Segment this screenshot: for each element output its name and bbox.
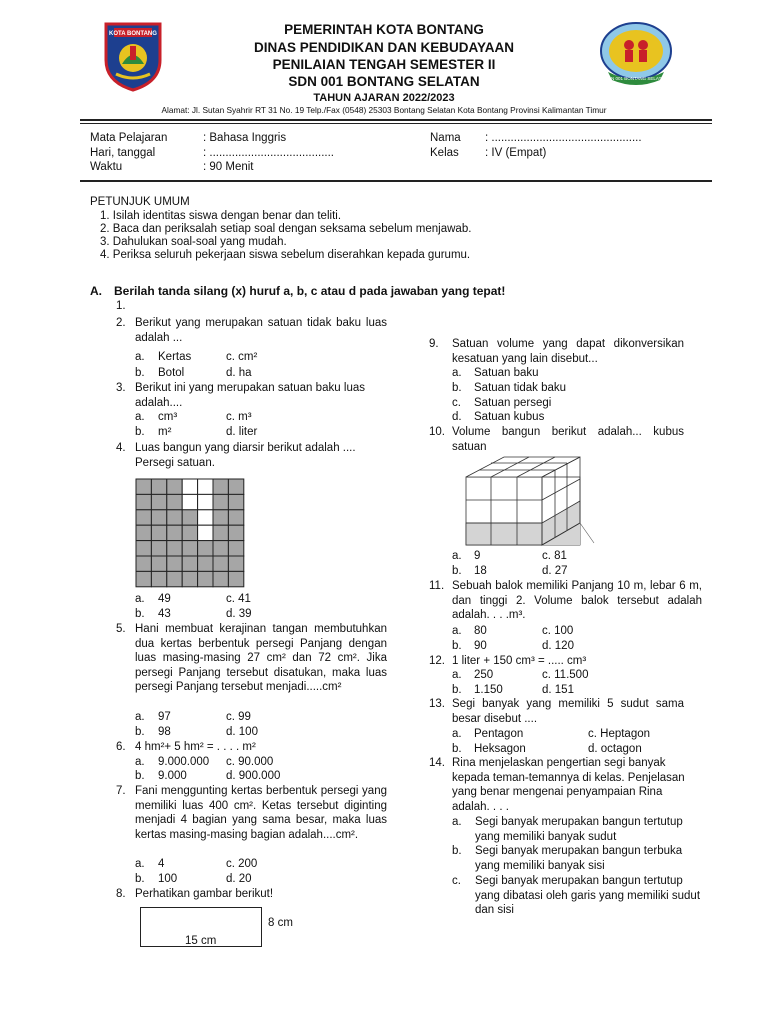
- q14-option-b-letter[interactable]: b.: [452, 845, 462, 857]
- q10-number: 10.: [429, 426, 445, 438]
- grid-cell: [228, 541, 243, 556]
- grid-cell: [182, 541, 197, 556]
- q13-option-d[interactable]: d. octagon: [588, 743, 642, 755]
- grid-cell: [151, 571, 166, 586]
- grid-cell: [198, 525, 213, 540]
- q3-option-b: m²: [158, 426, 172, 438]
- grid-cell: [182, 525, 197, 540]
- q12-number: 12.: [429, 655, 445, 667]
- header-divider-thick: [80, 119, 712, 121]
- q4-number: 4.: [116, 442, 126, 454]
- q13-option-c[interactable]: c. Heptagon: [588, 728, 651, 740]
- q6-option-b-letter[interactable]: b.: [135, 770, 145, 782]
- time-label: Waktu: [90, 161, 123, 173]
- q10-option-b: 18: [474, 565, 487, 577]
- grid-cell: [136, 556, 151, 571]
- q14-option-b: Segi banyak merupakan bangun terbuka yang memiliki banyak sisi: [475, 845, 683, 872]
- grid-cell: [228, 571, 243, 586]
- logo-right-label: SDN 001 BONTANG SELATAN: [604, 76, 668, 81]
- q2-number: 2.: [116, 317, 126, 329]
- instruction-item: 3. Dahulukan soal-soal yang mudah.: [100, 236, 287, 248]
- instruction-item: 2. Baca dan periksalah setiap soal dengan seksama sebelum menjawab.: [100, 223, 472, 235]
- q7-text: Fani menggunting kertas berbentuk persegi yang memiliki luas 400 cm². Ketas tersebut diginting menjadi 4 bagian yang sama besar, maka luas kertas masing-masing bagian adalah....cm².: [135, 785, 387, 841]
- q13-option-a: Pentagon: [474, 728, 524, 740]
- grid-cell: [213, 479, 228, 494]
- grid-cell: [228, 479, 243, 494]
- grid-cell: [213, 556, 228, 571]
- q9-number: 9.: [429, 338, 439, 350]
- grid-cell: [167, 556, 182, 571]
- grid-cell: [136, 525, 151, 540]
- q4-option-a-letter[interactable]: a.: [135, 593, 145, 605]
- grid-cell: [136, 541, 151, 556]
- grid-cell: [151, 525, 166, 540]
- section-a-letter: A.: [90, 284, 102, 298]
- q8-height-label: 8 cm: [268, 917, 293, 929]
- name-label: Nama: [430, 132, 461, 144]
- q13-number: 13.: [429, 698, 445, 710]
- q4-text-2: Persegi satuan.: [135, 457, 215, 469]
- q5-option-a: 97: [158, 711, 171, 723]
- time-value: : 90 Menit: [203, 161, 254, 173]
- grid-cell: [182, 479, 197, 494]
- q13-text: Segi banyak yang memiliki 5 sudut sama besar disebut ....: [452, 698, 684, 725]
- q10-option-a-letter[interactable]: a.: [452, 550, 462, 562]
- q12-option-c[interactable]: c. 11.500: [542, 669, 589, 681]
- header-line-3: PENILAIAN TENGAH SEMESTER II: [272, 57, 496, 72]
- grid-cell: [198, 510, 213, 525]
- grid-cell: [213, 525, 228, 540]
- q2-option-c[interactable]: c. cm²: [226, 351, 258, 363]
- header-line-2: DINAS PENDIDIKAN DAN KEBUDAYAAN: [253, 40, 515, 55]
- q2-option-a: Kertas: [158, 351, 192, 363]
- q7-option-c[interactable]: c. 200: [226, 858, 258, 870]
- q13-option-b-letter[interactable]: b.: [452, 743, 462, 755]
- q3-option-c[interactable]: c. m³: [226, 411, 252, 423]
- q3-number: 3.: [116, 382, 126, 394]
- q4-option-b-letter[interactable]: b.: [135, 608, 145, 620]
- q5-text: Hani membuat kerajinan tangan membutuhkan dua kertas berbentuk persegi Panjang dengan luas masing-masing 27 cm² dan 72 cm². Jika persegi Panjang tersebut disatukan, maka luas persegi Panjang tersebut menjadi.....cm²: [135, 623, 387, 694]
- q3-option-a: cm³: [158, 411, 178, 423]
- grid-cell: [228, 510, 243, 525]
- q9-option-d-letter[interactable]: d.: [452, 411, 462, 423]
- section-a-title: Berilah tanda silang (x) huruf a, b, c atau d pada jawaban yang tepat!: [114, 284, 506, 298]
- q14-option-a: Segi banyak merupakan bangun tertutup yang memiliki banyak sudut: [475, 816, 683, 843]
- q12-option-b: 1.150: [474, 684, 503, 696]
- q12-option-d[interactable]: d. 151: [542, 684, 574, 696]
- q4-option-c[interactable]: c. 41: [226, 593, 251, 605]
- q12-option-b-letter[interactable]: b.: [452, 684, 462, 696]
- q12-text: 1 liter + 150 cm³ = ..... cm³: [452, 655, 587, 667]
- grid-cell: [167, 494, 182, 509]
- instruction-item: 1. Isilah identitas siswa dengan benar dan teliti.: [100, 210, 342, 222]
- grid-cell: [198, 494, 213, 509]
- q13-option-a-letter[interactable]: a.: [452, 728, 462, 740]
- q9-option-b: Satuan tidak baku: [474, 382, 567, 394]
- grid-cell: [167, 571, 182, 586]
- q9-option-b-letter[interactable]: b.: [452, 382, 462, 394]
- q12-option-a-letter[interactable]: a.: [452, 669, 462, 681]
- q11-option-a-letter[interactable]: a.: [452, 625, 462, 637]
- grid-cell: [182, 510, 197, 525]
- q2-option-b-letter[interactable]: b.: [135, 367, 145, 379]
- q11-option-c[interactable]: c. 100: [542, 625, 574, 637]
- grid-cell: [136, 479, 151, 494]
- instructions-title: PETUNJUK UMUM: [90, 196, 190, 208]
- grid-cell: [136, 571, 151, 586]
- grid-cell: [228, 556, 243, 571]
- q3-option-b-letter[interactable]: b.: [135, 426, 145, 438]
- day-label: Hari, tanggal: [90, 147, 156, 159]
- q3-option-a-letter[interactable]: a.: [135, 411, 145, 423]
- subject-value: : Bahasa Inggris: [203, 132, 287, 144]
- q10-option-b-letter[interactable]: b.: [452, 565, 462, 577]
- logo-left-label: KOTA BONTANG: [109, 31, 157, 37]
- q10-option-a: 9: [474, 550, 481, 562]
- class-value: : IV (Empat): [485, 147, 547, 159]
- q4-option-b: 43: [158, 608, 171, 620]
- q7-option-a: 4: [158, 858, 165, 870]
- header-line-4: SDN 001 BONTANG SELATAN: [288, 74, 480, 89]
- grid-cell: [167, 479, 182, 494]
- grid-cell: [151, 479, 166, 494]
- q5-option-a-letter[interactable]: a.: [135, 711, 145, 723]
- q5-number: 5.: [116, 623, 126, 635]
- grid-cell: [213, 510, 228, 525]
- header-line-1: PEMERINTAH KOTA BONTANG: [284, 22, 484, 37]
- grid-cell: [182, 494, 197, 509]
- q10-option-c[interactable]: c. 81: [542, 550, 567, 562]
- grid-cell: [151, 541, 166, 556]
- q7-option-a-letter[interactable]: a.: [135, 858, 145, 870]
- subject-label: Mata Pelajaran: [90, 132, 168, 144]
- grid-cell: [198, 541, 213, 556]
- class-label: Kelas: [430, 147, 459, 159]
- grid-cell: [182, 556, 197, 571]
- q11-text: Sebuah balok memiliki Panjang 10 m, lebar 6 m, dan tinggi 2. Volume balok tersebut adalah adalah. . . .m³.: [452, 580, 702, 622]
- q1-number: 1.: [116, 300, 126, 312]
- q2-option-a-letter[interactable]: a.: [135, 351, 145, 363]
- q9-option-c: Satuan persegi: [474, 397, 552, 409]
- day-field[interactable]: : .......................................: [203, 147, 334, 159]
- q12-option-a: 250: [474, 669, 494, 681]
- q9-option-c-letter[interactable]: c.: [452, 397, 461, 409]
- q9-option-d: Satuan kubus: [474, 411, 545, 423]
- q2-option-d[interactable]: d. ha: [226, 367, 252, 379]
- grid-cell: [228, 494, 243, 509]
- school-address: Alamat: Jl. Sutan Syahrir RT 31 No. 19 Telp./Fax (0548) 25303 Bontang Selatan Kota Bontang Provinsi Kalimantan Timur: [161, 105, 607, 115]
- q8-number: 8.: [116, 888, 126, 900]
- grid-cell: [213, 541, 228, 556]
- q3-text: Berikut ini yang merupakan satuan baku luas adalah....: [135, 382, 365, 409]
- q11-option-b-letter[interactable]: b.: [452, 640, 462, 652]
- q2-option-b: Botol: [158, 367, 185, 379]
- grid-cell: [213, 494, 228, 509]
- grid-cell: [167, 510, 182, 525]
- q6-number: 6.: [116, 741, 126, 753]
- q14-option-c-letter[interactable]: c.: [452, 875, 461, 887]
- grid-cell: [182, 571, 197, 586]
- grid-cell: [136, 494, 151, 509]
- grid-cell: [198, 556, 213, 571]
- grid-cell: [198, 479, 213, 494]
- q5-option-d[interactable]: d. 100: [226, 726, 258, 738]
- q8-width-label: 15 cm: [185, 935, 217, 947]
- info-divider: [80, 180, 712, 182]
- q14-option-a-letter[interactable]: a.: [452, 816, 462, 828]
- q11-option-a: 80: [474, 625, 487, 637]
- q9-option-a-letter[interactable]: a.: [452, 367, 462, 379]
- q4-text-1: Luas bangun yang diarsir berikut adalah ....: [135, 442, 356, 454]
- instruction-item: 4. Periksa seluruh pekerjaan siswa sebelum diserahkan kepada gurumu.: [100, 249, 471, 261]
- q6-option-a: 9.000.000: [158, 756, 210, 768]
- q5-option-b: 98: [158, 726, 171, 738]
- q3-option-d[interactable]: d. liter: [226, 426, 258, 438]
- grid-cell: [136, 510, 151, 525]
- q9-text: Satuan volume yang dapat dikonversikan kesatuan yang lain disebut...: [452, 338, 684, 365]
- name-field[interactable]: : ...............................................: [485, 132, 642, 144]
- q7-option-b: 100: [158, 873, 178, 885]
- grid-cell: [213, 571, 228, 586]
- q10-option-d[interactable]: d. 27: [542, 565, 568, 577]
- school-year: TAHUN AJARAN 2022/2023: [313, 92, 455, 104]
- grid-cell: [151, 556, 166, 571]
- grid-cell: [167, 525, 182, 540]
- grid-cell: [228, 525, 243, 540]
- q14-option-c: Segi banyak merupakan bangun tertutup yang dibatasi oleh garis yang memiliki sudut dan sisi: [475, 875, 701, 917]
- grid-cell: [167, 541, 182, 556]
- q2-text: Berikut yang merupakan satuan tidak baku luas adalah ...: [135, 317, 387, 344]
- q13-option-b: Heksagon: [474, 743, 526, 755]
- header-divider-thin: [80, 123, 712, 124]
- q5-option-b-letter[interactable]: b.: [135, 726, 145, 738]
- q10-text: Volume bangun berikut adalah... kubus satuan: [452, 426, 684, 453]
- q4-option-d[interactable]: d. 39: [226, 608, 252, 620]
- q8-text: Perhatikan gambar berikut!: [135, 888, 274, 900]
- q11-option-b: 90: [474, 640, 487, 652]
- q6-option-d[interactable]: d. 900.000: [226, 770, 281, 782]
- q7-number: 7.: [116, 785, 126, 797]
- q9-option-a: Satuan baku: [474, 367, 539, 379]
- grid-cell: [198, 571, 213, 586]
- q7-option-b-letter[interactable]: b.: [135, 873, 145, 885]
- q14-text: Rina menjelaskan pengertian segi banyak kepada teman-temannya di kelas. Penjelasan yang benar mengenai penyampaian Rina adalah. . . .: [452, 757, 685, 813]
- q4-shaded-grid: [135, 478, 245, 588]
- grid-cell: [151, 494, 166, 509]
- q5-option-c[interactable]: c. 99: [226, 711, 251, 723]
- grid-cell: [151, 510, 166, 525]
- q7-option-d[interactable]: d. 20: [226, 873, 252, 885]
- q6-option-a-letter[interactable]: a.: [135, 756, 145, 768]
- q6-option-b: 9.000: [158, 770, 187, 782]
- q11-number: 11.: [429, 580, 445, 592]
- q11-option-d[interactable]: d. 120: [542, 640, 574, 652]
- q6-option-c[interactable]: c. 90.000: [226, 756, 274, 768]
- q14-number: 14.: [429, 757, 445, 769]
- q10-cube-figure: [462, 455, 598, 547]
- q4-option-a: 49: [158, 593, 171, 605]
- q6-text: 4 hm²+ 5 hm² = . . . . m²: [135, 741, 256, 753]
